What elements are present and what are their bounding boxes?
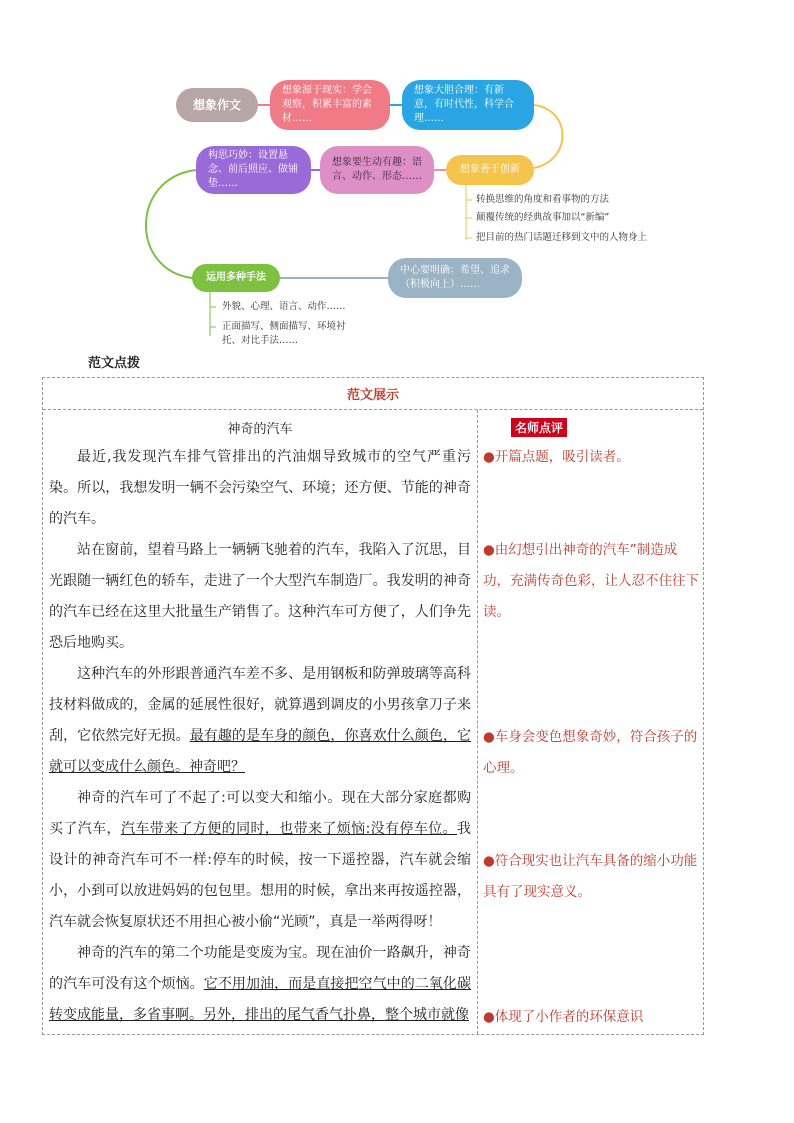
essay-table	[42, 377, 704, 1035]
paragraph-text: 我设计的神奇汽车可不一样:停车的时候，按一下遥控器，汽车就会缩小，小到可以放进妈妈的包包里。想用的时候，拿出来再按遥控器，汽车就会恢复原状还不用担心被小偷“光顾”，真是一举两得呀！	[49, 821, 472, 930]
mindmap-node-vivid: 想象要生动有趣：语言、动作、形态……	[320, 146, 434, 194]
paragraph-text: 神奇的汽车可了不起了:可以变大和缩小。现在大部分家庭都购买了汽车，	[49, 790, 471, 837]
mindmap-node-innovation: 想象善于创新	[446, 155, 534, 185]
teacher-comment: ●开篇点题，吸引读者。	[483, 449, 630, 465]
mind-map	[0, 0, 794, 360]
paragraph	[49, 659, 471, 783]
paragraph-text: 这种汽车的外形跟普通汽车差不多、是用钢板和防弹玻璃等高科技材料做成的，金属的延展性很好，就算遇到调皮的小男孩拿刀子来刮，它依然完好无损。	[49, 666, 471, 744]
mindmap-node-bold: 想象大胆合理：有新意，有时代性，科学合理……	[402, 80, 534, 130]
paragraph	[49, 938, 471, 1031]
method-tip: 外貌、心理、语言、动作……	[222, 301, 346, 312]
section-title: 范文点拨	[88, 356, 141, 371]
innovation-tip: 转换思维的角度和看事物的方法	[476, 194, 610, 205]
mindmap-node-center: 中心要明确：希望、追求（积极向上）……	[388, 258, 522, 298]
mindmap-node-conception: 构思巧妙：设置悬念、前后照应、做铺垫……	[196, 146, 311, 194]
mindmap-node-source: 想象源于现实：学会观察，积累丰富的素材……	[270, 80, 390, 130]
paragraph	[49, 783, 471, 938]
column-divider	[477, 410, 478, 1034]
table-header: 范文展示	[43, 378, 703, 410]
teacher-comment: ●符合现实也让汽车具备的缩小功能具有了现实意义。	[483, 853, 698, 900]
paragraph: 站在窗前，望着马路上一辆辆飞驰着的汽车，我陷入了沉思，目光跟随一辆红色的轿车，走进了一个大型汽车制造厂。我发明的神奇的汽车已经在这里大批量生产销售了。这种汽车可方便了，人们争先恐后地购买。	[49, 542, 471, 651]
teacher-comment: ●由幻想引出神奇的汽车”制造成功，充满传奇色彩，让人忍不住往下读。	[483, 542, 699, 620]
paragraph: 最近,我发现汽车排气管排出的汽油烟导致城市的空气严重污染。所以，我想发明一辆不会污染空气、环境；还方便、节能的神奇的汽车。	[49, 449, 471, 527]
underlined-text: 它不用加油，而是直接把空气中的二氧化碳转变成能量，多省事啊。另外，排出的尾气香气扑鼻，整个城市就像	[49, 976, 472, 1023]
comment-badge: 名师点评	[511, 418, 567, 437]
essay-body	[49, 442, 471, 1031]
innovation-tip: 颠覆传统的经典故事加以“新编”	[476, 212, 610, 223]
innovation-tip: 把目前的热门话题迁移到文中的人物身上	[476, 232, 648, 243]
mindmap-node-methods: 运用多种手法	[192, 264, 280, 292]
essay-title: 神奇的汽车	[227, 422, 293, 437]
mindmap-root: 想象作文	[176, 88, 258, 122]
underlined-text: 最有趣的是车身的颜色，你喜欢什么颜色，它就可以变成什么颜色。神奇吧？	[49, 728, 472, 775]
paragraph-text: 神奇的汽车的第二个功能是变废为宝。现在油价一路飙升，神奇的汽车可没有这个烦恼。	[49, 945, 471, 992]
underlined-text: 汽车带来了方便的同时，也带来了烦恼:没有停车位。	[120, 821, 458, 837]
method-tip: 正面描写、侧面描写、环境衬托、对比手法……	[222, 321, 346, 346]
teacher-comment: ●车身会变色想象奇妙，符合孩子的心理。	[483, 729, 698, 776]
teacher-comment: ●体现了小作者的环保意识	[483, 1009, 644, 1025]
